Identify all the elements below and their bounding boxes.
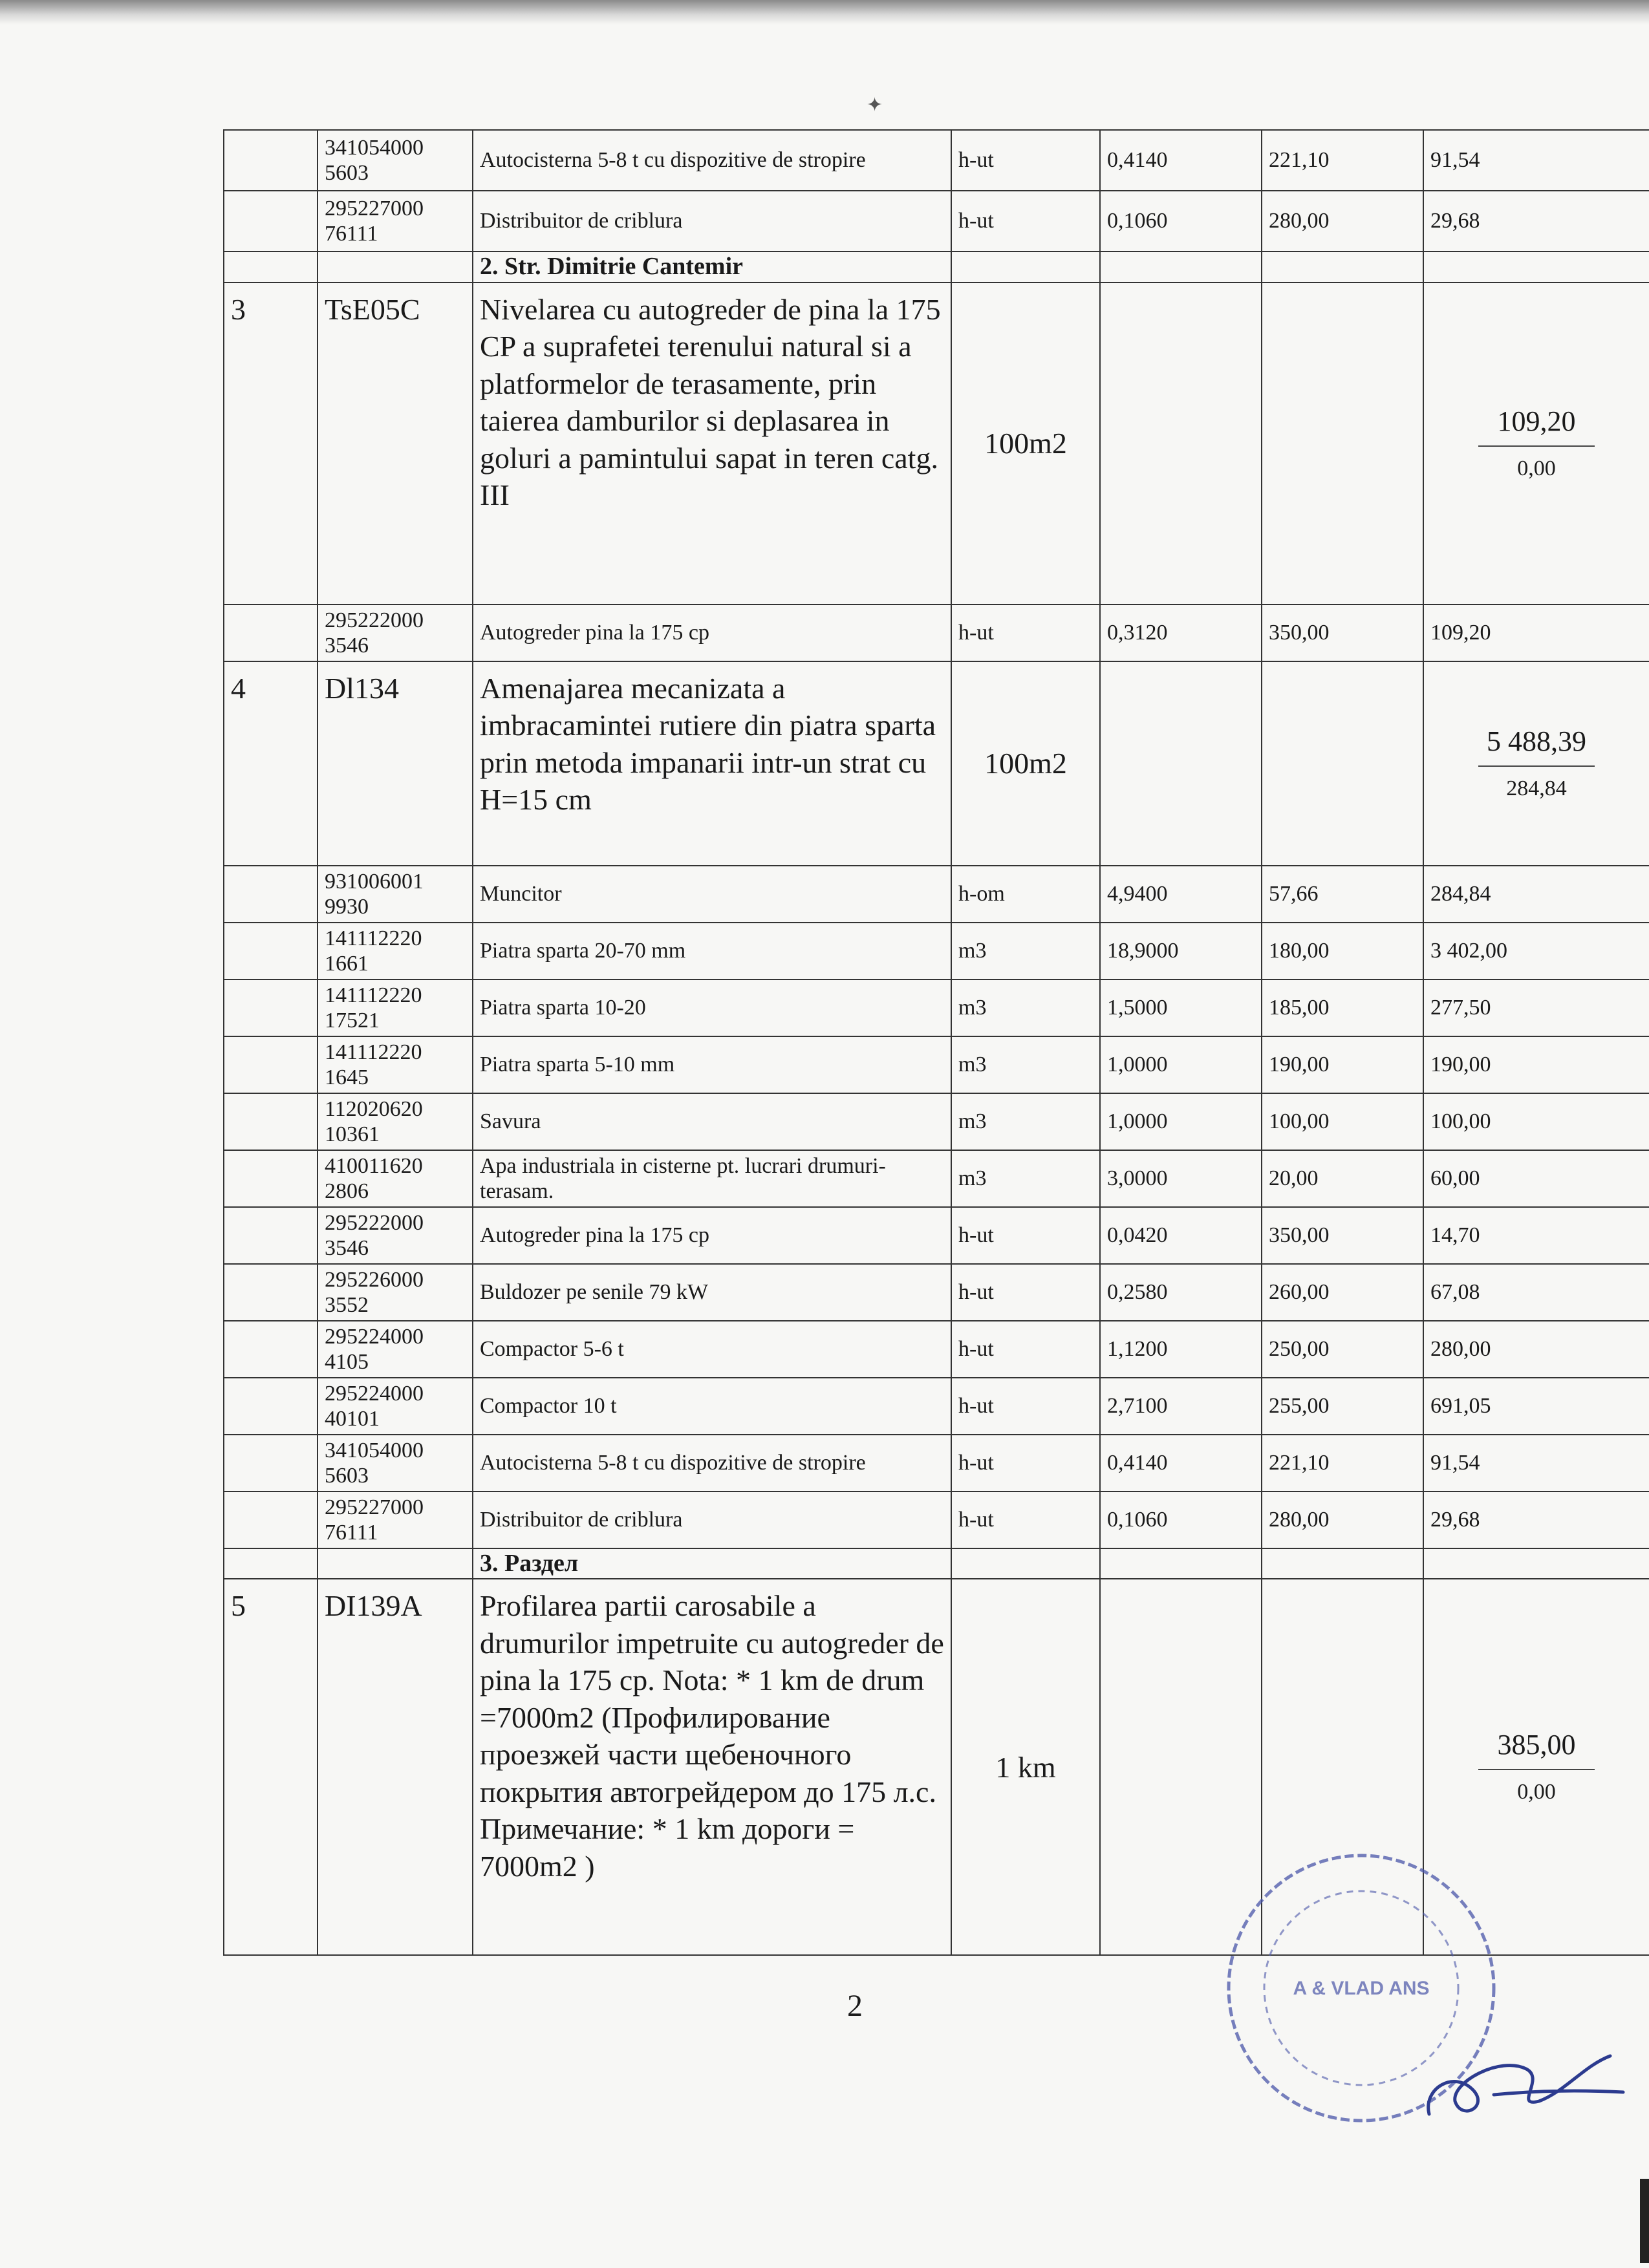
table-row	[224, 866, 1649, 923]
cell-empty	[1423, 1548, 1649, 1579]
cell-nr	[224, 130, 318, 191]
cell-qty: 0,2580	[1100, 1264, 1262, 1321]
cell-price: 190,00	[1262, 1036, 1423, 1093]
cell-price: 57,66	[1262, 866, 1423, 923]
cell-nr	[224, 1036, 318, 1093]
table-row	[224, 1036, 1649, 1093]
cell-nr	[224, 979, 318, 1036]
table-row	[224, 1207, 1649, 1264]
cell-empty	[1100, 1548, 1262, 1579]
cell-unit: h-ut	[951, 604, 1100, 661]
cell-nr	[224, 866, 318, 923]
cell-code: 295224000 4105	[318, 1321, 473, 1378]
cell-qty	[1100, 283, 1262, 604]
cell-code: Dl134	[318, 661, 473, 866]
cell-unit: h-om	[951, 866, 1100, 923]
cell-sum: 284,84	[1423, 866, 1649, 923]
cell-nr	[224, 1093, 318, 1150]
cell-unit: 100m2	[951, 283, 1100, 604]
labor-cost: 0,00	[1517, 1780, 1556, 1804]
cell-nr: 5	[224, 1579, 318, 1955]
cell-sum: 280,00	[1423, 1321, 1649, 1378]
cell-description: Autocisterna 5-8 t cu dispozitive de stropire	[473, 130, 951, 191]
cell-code: 295224000 40101	[318, 1378, 473, 1435]
cell-price: 350,00	[1262, 1207, 1423, 1264]
cell-sum: 277,50	[1423, 979, 1649, 1036]
cell-description: Apa industriala in cisterne pt. lucrari drumuri-terasam.	[473, 1150, 951, 1207]
cell-nr	[224, 1492, 318, 1548]
total-cost: 109,20	[1497, 405, 1576, 437]
cell-code: TsE05C	[318, 283, 473, 604]
cell-empty	[1100, 251, 1262, 283]
table-row	[224, 1150, 1649, 1207]
section-title: 2. Str. Dimitrie Cantemir	[473, 251, 951, 283]
cell-qty: 2,7100	[1100, 1378, 1262, 1435]
cell-code: DI139A	[318, 1579, 473, 1955]
cell-description: Autogreder pina la 175 cp	[473, 604, 951, 661]
cell-price: 250,00	[1262, 1321, 1423, 1378]
table-row	[224, 283, 1649, 604]
cell-description: Distribuitor de criblura	[473, 1492, 951, 1548]
cell-qty: 0,1060	[1100, 1492, 1262, 1548]
cell-unit: h-ut	[951, 1321, 1100, 1378]
cell-price	[1262, 283, 1423, 604]
cell-sum: 91,54	[1423, 130, 1649, 191]
cell-code: 295222000 3546	[318, 604, 473, 661]
cell-price: 280,00	[1262, 1492, 1423, 1548]
cell-description: Compactor 5-6 t	[473, 1321, 951, 1378]
cell-unit: h-ut	[951, 1264, 1100, 1321]
cell-sum: 29,68	[1423, 191, 1649, 251]
cell-price: 280,00	[1262, 191, 1423, 251]
cell-code: 295227000 76111	[318, 191, 473, 251]
cell-price: 221,10	[1262, 1435, 1423, 1492]
cell-qty: 3,0000	[1100, 1150, 1262, 1207]
labor-cost: 0,00	[1517, 456, 1556, 480]
table-row	[224, 604, 1649, 661]
cell-sum: 691,05	[1423, 1378, 1649, 1435]
cell-description: Amenajarea mecanizata a imbracamintei rutiere din piatra sparta prin metoda impanarii intr-un strat cu H=15 cm	[473, 661, 951, 866]
cell-unit: m3	[951, 1036, 1100, 1093]
cell-nr: 4	[224, 661, 318, 866]
cell-price: 350,00	[1262, 604, 1423, 661]
svg-text:A & VLAD ANS: A & VLAD ANS	[1293, 1978, 1430, 1999]
cell-price: 260,00	[1262, 1264, 1423, 1321]
table-row	[224, 1321, 1649, 1378]
section-title: 3. Раздел	[473, 1548, 951, 1579]
cell-qty: 1,5000	[1100, 979, 1262, 1036]
cell-nr	[224, 191, 318, 251]
total-cost: 385,00	[1497, 1729, 1576, 1761]
cell-unit: h-ut	[951, 1378, 1100, 1435]
cell-code: 341054000 5603	[318, 1435, 473, 1492]
cell-code	[318, 1548, 473, 1579]
cell-sum: 60,00	[1423, 1150, 1649, 1207]
cell-price: 185,00	[1262, 979, 1423, 1036]
cell-code: 141112220 1661	[318, 923, 473, 979]
cell-code: 410011620 2806	[318, 1150, 473, 1207]
cell-unit: h-ut	[951, 130, 1100, 191]
cell-price: 20,00	[1262, 1150, 1423, 1207]
cell-empty	[1262, 251, 1423, 283]
cell-sum: 109,20	[1423, 604, 1649, 661]
cell-empty	[951, 1548, 1100, 1579]
cell-nr	[224, 1378, 318, 1435]
scan-edge-shadow	[0, 0, 1649, 25]
cell-price: 100,00	[1262, 1093, 1423, 1150]
table-row	[224, 923, 1649, 979]
cell-sum: 91,54	[1423, 1435, 1649, 1492]
cell-qty: 0,3120	[1100, 604, 1262, 661]
cell-qty: 1,1200	[1100, 1321, 1262, 1378]
cell-description: Nivelarea cu autogreder de pina la 175 CP a suprafetei terenului natural si a platformelor de terasamente, prin taierea damburilor si deplasarea in goluri a pamintului sapat in teren catg. III	[473, 283, 951, 604]
cell-code	[318, 251, 473, 283]
cell-description: Piatra sparta 10-20	[473, 979, 951, 1036]
cell-qty: 1,0000	[1100, 1093, 1262, 1150]
cell-nr	[224, 1207, 318, 1264]
cell-description: Savura	[473, 1093, 951, 1150]
cell-nr	[224, 1150, 318, 1207]
table-row	[224, 661, 1649, 866]
cell-nr	[224, 251, 318, 283]
cell-description: Compactor 10 t	[473, 1378, 951, 1435]
table-row	[224, 1093, 1649, 1150]
cell-empty	[1262, 1548, 1423, 1579]
estimate-table-body	[224, 130, 1649, 1955]
cell-description: Autogreder pina la 175 cp	[473, 1207, 951, 1264]
cell-code: 295226000 3552	[318, 1264, 473, 1321]
estimate-table	[223, 129, 1649, 1956]
cell-sum: 29,68	[1423, 1492, 1649, 1548]
cell-code: 295227000 76111	[318, 1492, 473, 1548]
total-cost: 5 488,39	[1487, 725, 1586, 757]
cell-qty: 0,1060	[1100, 191, 1262, 251]
cell-sum: 3 402,00	[1423, 923, 1649, 979]
cell-qty	[1100, 661, 1262, 866]
cell-qty: 0,4140	[1100, 130, 1262, 191]
cell-description: Muncitor	[473, 866, 951, 923]
cell-description: Profilarea partii carosabile a drumurilor impetruite cu autogreder de pina la 175 cp. Nota: * 1 km de drum =7000m2 (Профилирование проезжей части щебеночного покрытия автогрейдером до 175 л.с. Примечание: * 1 km дороги = 7000m2 )	[473, 1579, 951, 1955]
cell-description: Buldozer pe senile 79 kW	[473, 1264, 951, 1321]
table-row	[224, 1548, 1649, 1579]
scan-speck: ✦	[867, 94, 883, 116]
cell-code: 341054000 5603	[318, 130, 473, 191]
cell-nr	[224, 1435, 318, 1492]
cell-empty	[951, 251, 1100, 283]
cell-sum: 100,00	[1423, 1093, 1649, 1150]
cell-nr	[224, 1264, 318, 1321]
cell-nr	[224, 1548, 318, 1579]
cell-description: Piatra sparta 5-10 mm	[473, 1036, 951, 1093]
cell-empty	[1423, 251, 1649, 283]
cell-price: 255,00	[1262, 1378, 1423, 1435]
cell-sum: 67,08	[1423, 1264, 1649, 1321]
cell-code: 931006001 9930	[318, 866, 473, 923]
cell-unit: m3	[951, 923, 1100, 979]
page-number: 2	[847, 1989, 863, 2023]
cell-nr	[224, 923, 318, 979]
cell-unit: m3	[951, 979, 1100, 1036]
cell-cost	[1423, 283, 1649, 604]
cell-unit: m3	[951, 1150, 1100, 1207]
cell-qty: 1,0000	[1100, 1036, 1262, 1093]
cell-price	[1262, 661, 1423, 866]
cell-code: 141112220 17521	[318, 979, 473, 1036]
table-row	[224, 251, 1649, 283]
cell-description: Piatra sparta 20-70 mm	[473, 923, 951, 979]
cell-unit: m3	[951, 1093, 1100, 1150]
cell-qty: 4,9400	[1100, 866, 1262, 923]
table-row	[224, 1378, 1649, 1435]
cell-unit: 100m2	[951, 661, 1100, 866]
cell-nr	[224, 1321, 318, 1378]
cell-nr: 3	[224, 283, 318, 604]
cell-sum: 14,70	[1423, 1207, 1649, 1264]
cell-price: 180,00	[1262, 923, 1423, 979]
cell-code: 112020620 10361	[318, 1093, 473, 1150]
cell-description: Autocisterna 5-8 t cu dispozitive de stropire	[473, 1435, 951, 1492]
cell-unit: h-ut	[951, 191, 1100, 251]
table-row	[224, 1435, 1649, 1492]
cell-unit: h-ut	[951, 1435, 1100, 1492]
labor-cost: 284,84	[1506, 776, 1567, 800]
signature	[1416, 2030, 1630, 2140]
cell-unit: h-ut	[951, 1492, 1100, 1548]
cell-qty: 18,9000	[1100, 923, 1262, 979]
cell-nr	[224, 604, 318, 661]
cell-qty: 0,0420	[1100, 1207, 1262, 1264]
cell-unit: 1 km	[951, 1579, 1100, 1955]
table-row	[224, 191, 1649, 251]
cell-cost	[1423, 661, 1649, 866]
cell-price: 221,10	[1262, 130, 1423, 191]
cell-sum: 190,00	[1423, 1036, 1649, 1093]
table-row	[224, 1264, 1649, 1321]
scan-edge-mark	[1640, 2179, 1649, 2263]
cell-code: 141112220 1645	[318, 1036, 473, 1093]
table-row	[224, 979, 1649, 1036]
cell-code: 295222000 3546	[318, 1207, 473, 1264]
table-row	[224, 130, 1649, 191]
cell-unit: h-ut	[951, 1207, 1100, 1264]
cell-description: Distribuitor de criblura	[473, 191, 951, 251]
table-row	[224, 1492, 1649, 1548]
cell-qty: 0,4140	[1100, 1435, 1262, 1492]
